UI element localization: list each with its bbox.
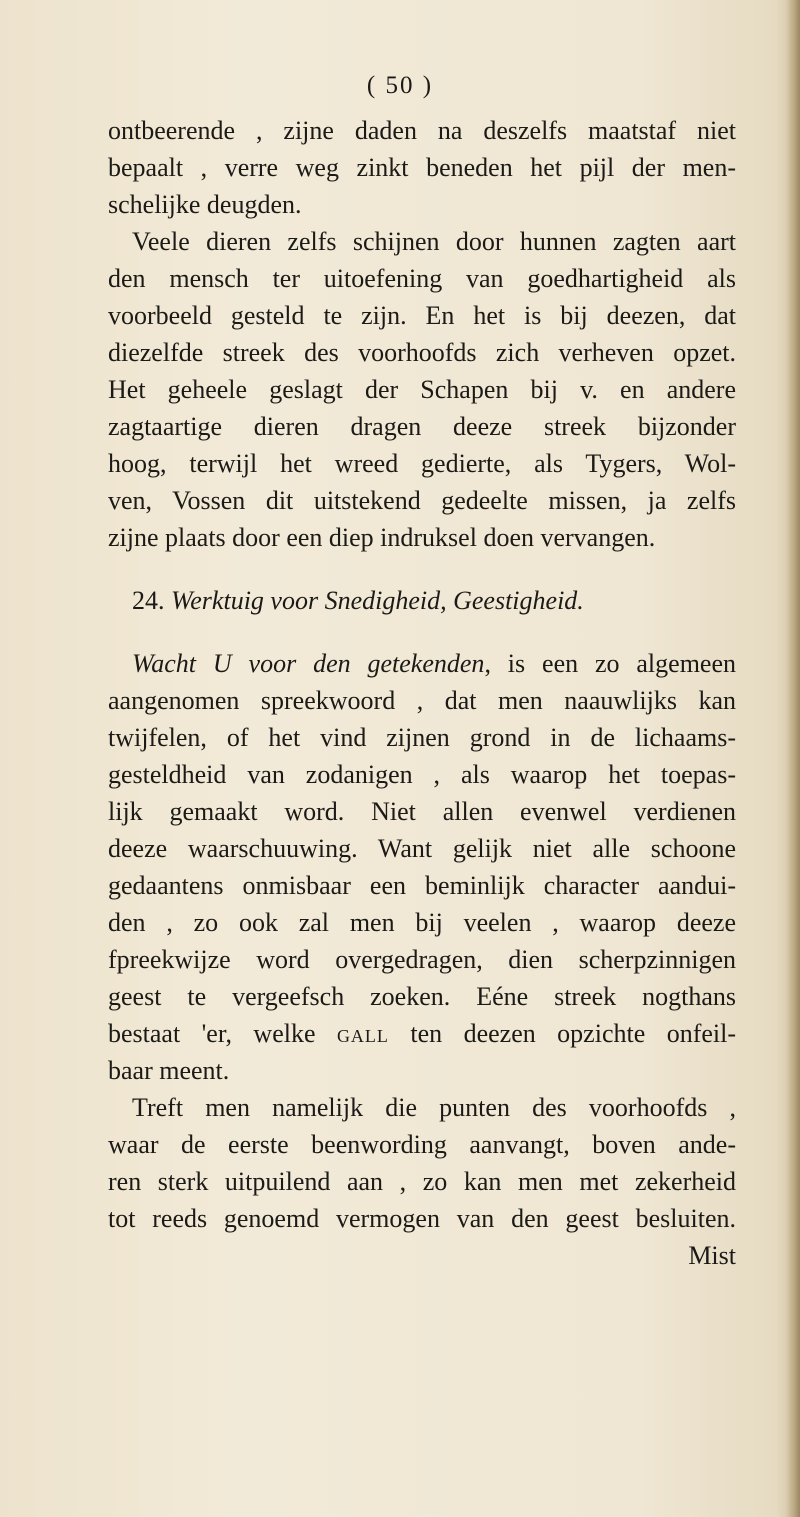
text-line: tot reeds genoemd vermogen van den geest besluiten.	[108, 1204, 736, 1233]
text-line: hoog, terwijl het wreed gedierte, als Tygers, Wol-	[108, 449, 736, 478]
section-title: Werktuig voor Snedigheid, Geestigheid.	[171, 586, 584, 615]
text-line: Veele dieren zelfs schijnen door hunnen zagten aart	[132, 227, 736, 256]
section-heading	[108, 582, 736, 619]
text-line: zagtaartige dieren dragen deeze streek bijzonder	[108, 412, 736, 441]
text-line: gesteldheid van zodanigen , als waarop het toepas-	[108, 760, 736, 789]
page-text	[108, 112, 736, 1274]
text-line: den mensch ter uitoefening van goedhartigheid als	[108, 264, 736, 293]
text-line: bepaalt , verre weg zinkt beneden het pijl der men-	[108, 153, 736, 182]
proverb-italic: Wacht U voor den getekenden	[132, 649, 485, 678]
text-line: ren sterk uitpuilend aan , zo kan men met zekerheid	[108, 1167, 736, 1196]
text-line: lijk gemaakt word. Niet allen evenwel verdienen	[108, 797, 736, 826]
text-line: ven, Vossen dit uitstekend gedeelte missen, ja zelfs	[108, 486, 736, 515]
text-line: zijne plaats door een diep indruksel doen vervangen.	[108, 523, 656, 552]
text-run: , is een zo algemeen	[484, 649, 736, 678]
text-line: geest te vergeefsch zoeken. Eéne streek nogthans	[108, 982, 736, 1011]
author-name-gall: gall	[336, 1019, 389, 1048]
catchword: Mist	[688, 1241, 736, 1270]
text-line	[108, 1015, 736, 1052]
text-line: ontbeerende , zijne daden na deszelfs maatstaf niet	[108, 116, 736, 145]
text-line: fpreekwijze word overgedragen, dien scherpzinnigen	[108, 945, 736, 974]
text-run: ten deezen opzichte onfeil-	[388, 1019, 737, 1048]
text-run: bestaat 'er, welke	[108, 1019, 337, 1048]
text-line: Het geheele geslagt der Schapen bij v. en andere	[108, 375, 736, 404]
page-edge-shadow	[786, 0, 800, 1517]
text-line: Treft men namelijk die punten des voorhoofds ,	[132, 1093, 736, 1122]
section-number: 24.	[132, 586, 165, 615]
text-line: den , zo ook zal men bij veelen , waarop deeze	[108, 908, 736, 937]
text-line: aangenomen spreekwoord , dat men naauwlijks kan	[108, 686, 736, 715]
page-number: ( 50 )	[366, 72, 434, 99]
text-line: waar de eerste beenwording aanvangt, boven ande-	[108, 1130, 736, 1159]
text-line: twijfelen, of het vind zijnen grond in de lichaams-	[108, 723, 736, 752]
text-line: diezelfde streek des voorhoofds zich verheven opzet.	[108, 338, 736, 367]
text-line: schelijke deugden.	[108, 190, 302, 219]
text-line: baar meent.	[108, 1056, 230, 1085]
text-line: deeze waarschuuwing. Want gelijk niet alle schoone	[108, 834, 736, 863]
text-line	[108, 645, 736, 682]
text-line: voorbeeld gesteld te zijn. En het is bij deezen, dat	[108, 301, 736, 330]
text-line: gedaantens onmisbaar een beminlijk character aandui-	[108, 871, 736, 900]
